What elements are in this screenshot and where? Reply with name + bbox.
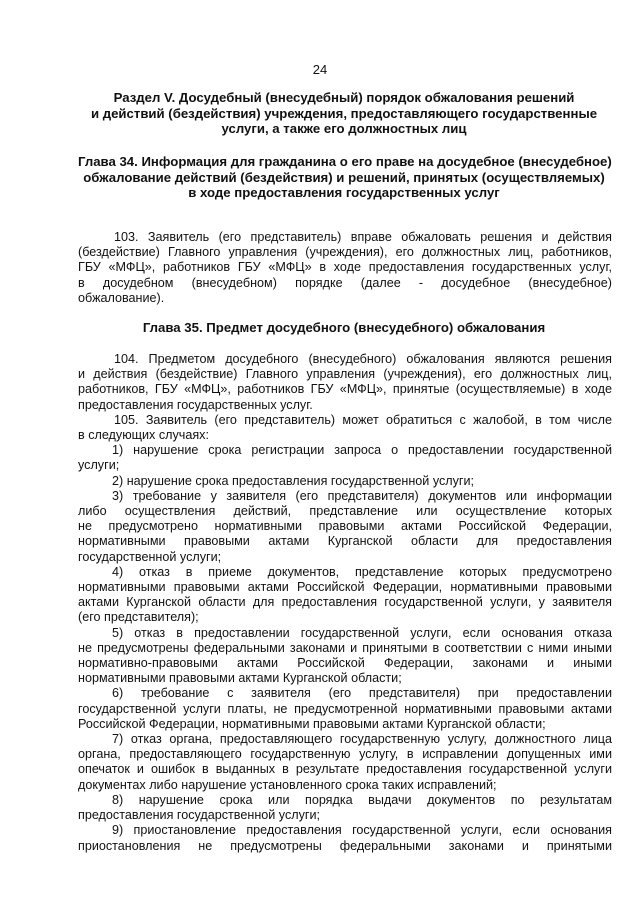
text-line: работников, ГБУ «МФЦ», работников ГБУ «МФЦ», принятые (осуществляемые) в ходе <box>78 382 612 397</box>
paragraph-103 <box>78 230 612 306</box>
text-line: не предусмотрено нормативными правовыми актами Российской Федерации, <box>78 519 612 534</box>
page-number: 24 <box>312 62 328 77</box>
text-line: органа, предоставляющего государственную услугу, в исправлении допущенных ими <box>78 747 612 762</box>
text-line: 6) требование с заявителя (его представителя) при предоставлении <box>112 686 612 701</box>
text-line: государственной услуги; <box>78 549 222 564</box>
text-line: либо осуществления действий, представление или осуществление которых <box>78 504 612 519</box>
chapter-title-line: обжалование действий (бездействия) и решений, принятых (осуществляемых) <box>83 169 605 185</box>
text-line: и действия (бездействие) Главного управления (учреждения), его должностных лиц, <box>78 367 612 382</box>
text-line: 5) отказ в предоставлении государственной услуги, если основания отказа <box>112 625 612 640</box>
section-title <box>78 90 610 137</box>
text-line: нормативными правовыми актами Российской Федерации, нормативными правовыми <box>78 580 612 595</box>
text-line: приостановления не предусмотрены федеральными законами и принятыми <box>78 838 612 853</box>
text-line: нормативно-правовыми актами Российской Федерации, законами и иными <box>78 656 612 671</box>
text-line: опечаток и ошибок в выданных в результате предоставления государственной услуги <box>78 762 612 777</box>
text-line: обжалование). <box>78 290 165 305</box>
chapter-34-title <box>78 154 610 201</box>
section-title-line: Раздел V. Досудебный (внесудебный) порядок обжалования решений <box>113 90 575 105</box>
chapter-title-line: в ходе предоставления государственных услуг <box>188 185 500 200</box>
text-line: 9) приостановление предоставления государственной услуги, если основания <box>112 823 612 838</box>
text-line: 4) отказ в приеме документов, представление которых предусмотрено <box>112 564 612 579</box>
text-line: государственной услуги платы, не предусмотренной нормативными правовыми актами <box>78 701 612 716</box>
text-line: 104. Предметом досудебного (внесудебного) обжалования являются решения <box>114 352 612 366</box>
text-line: Российской Федерации, нормативными правовыми актами Курганской области; <box>78 716 546 731</box>
text-line: предоставления государственной услуги; <box>78 808 321 823</box>
section-title-line: и действий (бездействия) учреждения, предоставляющего государственные <box>90 105 598 121</box>
text-line: 1) нарушение срока регистрации запроса о предоставлении государственной <box>112 443 612 458</box>
chapter-title-line: Глава 35. Предмет досудебного (внесудебного) обжалования <box>142 320 546 335</box>
text-line: (бездействие) Главного управления (учреждения), его должностных лиц, работников, <box>78 245 612 260</box>
text-line: 103. Заявитель (его представитель) вправе обжаловать решения и действия <box>114 230 612 244</box>
text-line: актами Курганской области для предоставления государственной услуги, у заявителя <box>78 595 612 610</box>
text-line: документах либо нарушение установленного срока таких исправлений; <box>78 777 497 792</box>
text-line: 7) отказ органа, предоставляющего государственную услугу, должностного лица <box>112 732 612 747</box>
text-line: предоставления государственных услуг. <box>78 397 313 412</box>
text-line: 2) нарушение срока предоставления государственной услуги; <box>112 473 475 488</box>
text-line: (его представителя); <box>78 610 199 625</box>
text-line: нормативными правовыми актами Курганской области; <box>78 671 402 686</box>
text-line: в следующих случаях: <box>78 428 209 443</box>
text-line: 3) требование у заявителя (его представителя) документов или информации <box>112 488 612 503</box>
text-line: не предусмотрены федеральными законами и принятыми в соответствии с ними иными <box>78 640 612 655</box>
text-line: в досудебном (внесудебном) порядке (далее - досудебное (внесудебное) <box>78 275 612 290</box>
body-text <box>78 352 612 854</box>
text-line: 8) нарушение срока или порядка выдачи документов по результатам <box>112 792 612 807</box>
chapter-title-line: Глава 34. Информация для гражданина о его праве на досудебное (внесудебное) <box>78 154 612 169</box>
text-line: нормативными правовыми актами Курганской области для предоставления <box>78 534 612 549</box>
text-line: 105. Заявитель (его представитель) может обратиться с жалобой, в том числе <box>114 412 612 427</box>
section-title-line: услуги, а также его должностных лиц <box>221 121 467 136</box>
chapter-35-title <box>78 320 610 336</box>
text-line: ГБУ «МФЦ», работников ГБУ «МФЦ» в ходе предоставления государственных услуг, <box>78 260 612 275</box>
text-line: услуги; <box>78 458 120 473</box>
